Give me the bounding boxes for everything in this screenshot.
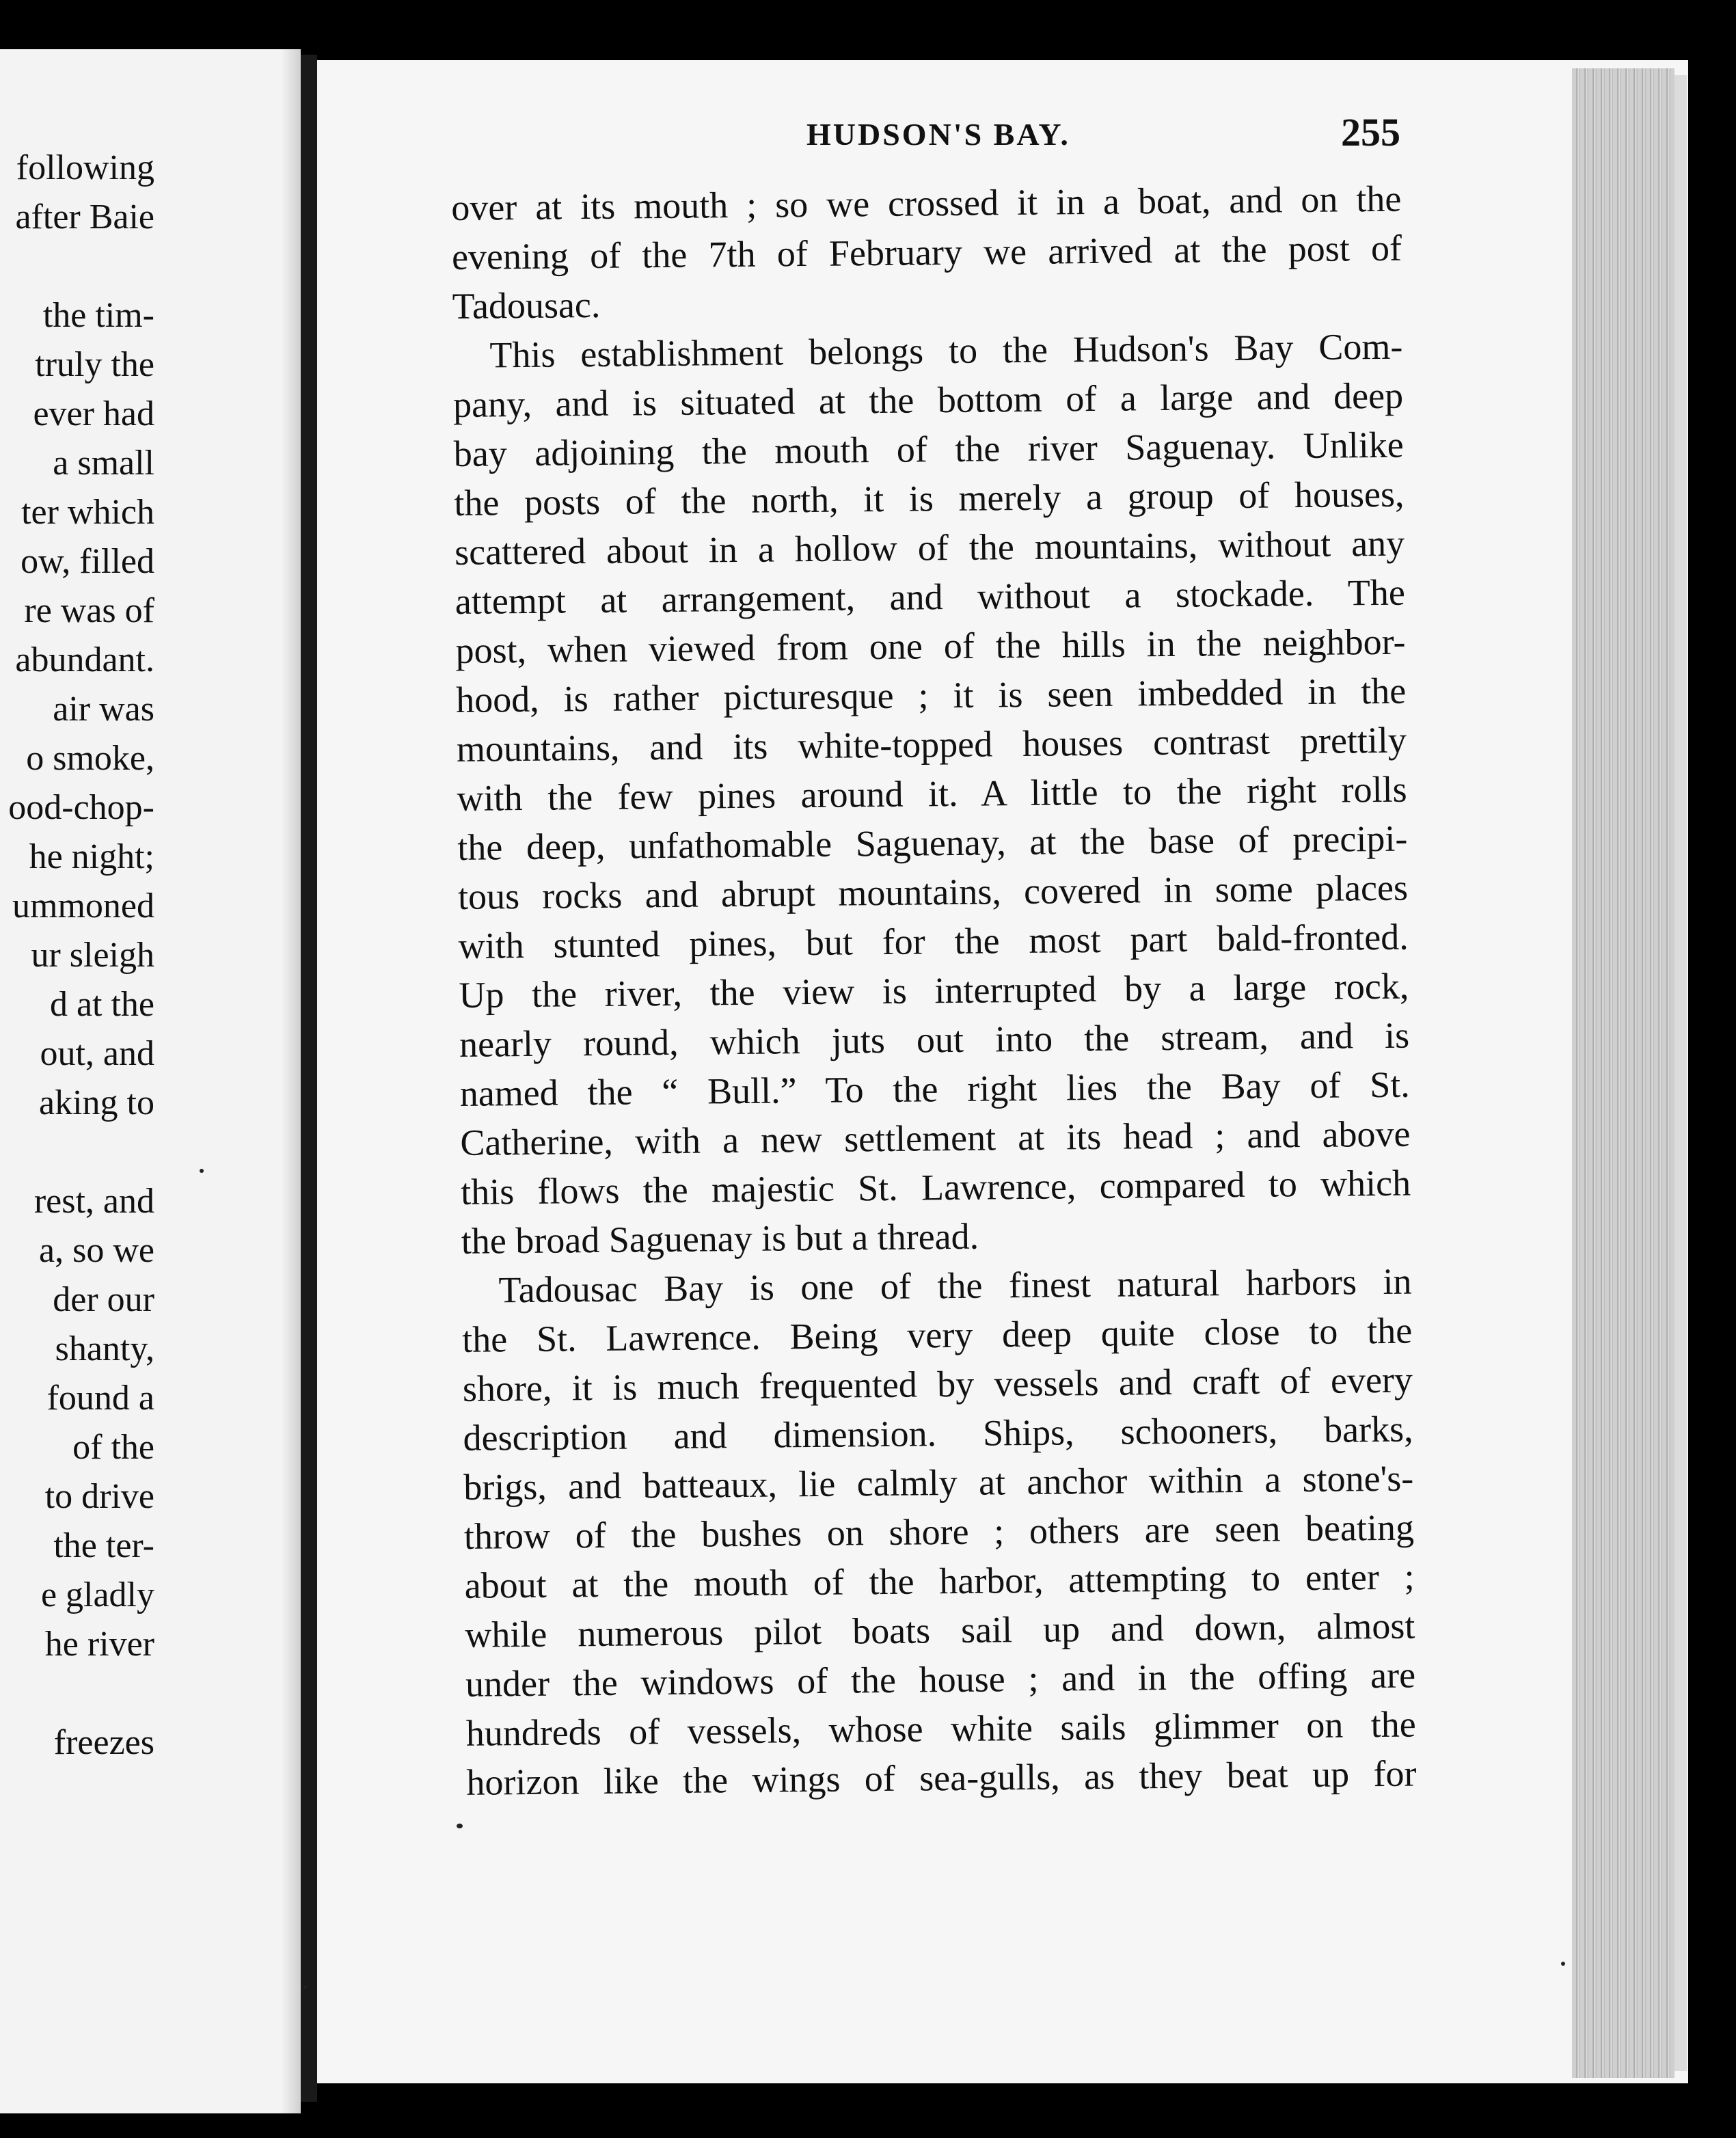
text-line: scattered about in a hollow of the mountains, without any [454, 522, 1405, 573]
text-line: attempt at arrangement, and without a stockade. The [455, 571, 1406, 622]
text-line: with the few pines around it. A little to the right rolls [457, 768, 1407, 819]
left-page-line: o smoke, [26, 739, 154, 778]
text-line: bay adjoining the mouth of the river Saguenay. Unlike [453, 424, 1405, 474]
left-page-line: air was [53, 690, 154, 729]
text-line: with stunted pines, but for the most part bald-fronted. [458, 916, 1409, 966]
text-line: the posts of the north, it is merely a group of houses, [454, 473, 1405, 524]
running-head: HUDSON'S BAY. [806, 117, 1070, 152]
text-line: Catherine, with a new settlement at its head ; and above [460, 1113, 1411, 1163]
ink-speck [457, 1824, 463, 1828]
left-page-line: a small [53, 444, 154, 483]
book-spine [301, 55, 317, 2102]
gutter-shadow [282, 49, 301, 2113]
left-page-line: after Baie [15, 198, 154, 236]
left-page-line: der our [53, 1280, 154, 1319]
page-edge-outer [1674, 75, 1687, 2071]
page-edges [1572, 68, 1674, 2078]
left-page-line: freezes [53, 1723, 154, 1762]
text-line: Tadousac Bay is one of the finest natural harbors in [498, 1260, 1412, 1311]
text-line: horizon like the wings of sea-gulls, as they beat up for [466, 1753, 1417, 1803]
text-line: This establishment belongs to the Hudson's Bay Com- [489, 325, 1403, 376]
page-number: 255 [1341, 110, 1400, 154]
left-page-line: out, and [40, 1034, 154, 1073]
text-line: tous rocks and abrupt mountains, covered in some places [457, 867, 1409, 917]
left-page-line: aking to [39, 1083, 154, 1122]
text-line: the deep, unfathomable Saguenay, at the base of precipi- [457, 817, 1408, 868]
left-page-line: the tim- [42, 296, 154, 335]
text-line: under the windows of the house ; and in the offing are [465, 1654, 1416, 1705]
text-line: Up the river, the view is interrupted by a large rock, [459, 965, 1409, 1016]
ink-speck [303, 1986, 307, 1989]
text-line: Tadousac. [452, 284, 601, 327]
text-line: description and dimension. Ships, schooners, barks, [463, 1408, 1413, 1459]
text-line: this flows the majestic St. Lawrence, compared to which [460, 1162, 1411, 1213]
left-page-line: re was of [24, 591, 154, 630]
text-line: the St. Lawrence. Being very deep quite close to the [461, 1310, 1413, 1360]
text-line: over at its mouth ; so we crossed it in a boat, and on the [451, 178, 1402, 228]
text-line: about at the mouth of the harbor, attempting to enter ; [464, 1556, 1415, 1606]
left-page-line: rest, and [33, 1182, 154, 1221]
text-line: while numerous pilot boats sail up and down, almost [465, 1605, 1415, 1655]
text-line: post, when viewed from one of the hills in the neighbor- [455, 621, 1406, 671]
left-page-line: a, so we [39, 1231, 154, 1270]
body-text [451, 174, 1417, 1807]
left-page-line: ever had [33, 394, 154, 433]
ink-speck [1561, 1962, 1565, 1966]
left-page-line: following [16, 148, 154, 187]
text-line: nearly round, which juts out into the stream, and is [459, 1014, 1410, 1065]
left-page-line: abundant. [15, 640, 154, 679]
text-line: hood, is rather picturesque ; it is seen imbedded in the [455, 670, 1407, 720]
text-line: shore, it is much frequented by vessels and craft of every [462, 1359, 1413, 1409]
text-line: named the “ Bull.” To the right lies the Bay of St. [459, 1064, 1411, 1114]
text-line: throw of the bushes on shore ; others are seen beating [463, 1506, 1415, 1557]
text-line: brigs, and batteaux, lie calmly at anchor within a stone's- [463, 1457, 1414, 1508]
left-page-line: ur sleigh [31, 936, 154, 975]
text-line: evening of the 7th of February we arrived at the post of [451, 227, 1402, 278]
left-page-line: he night; [29, 837, 154, 876]
left-page [0, 49, 301, 2113]
left-page-line: shanty, [55, 1329, 154, 1368]
left-page-line: ummoned [12, 887, 154, 925]
left-page-line: ter which [21, 493, 154, 532]
ink-speck [200, 1169, 204, 1173]
left-page-line: found a [46, 1379, 154, 1418]
text-line: mountains, and its white-topped houses contrast prettily [456, 719, 1407, 770]
left-page-line: ow, filled [21, 542, 154, 581]
left-page-line: e gladly [40, 1575, 154, 1614]
left-page-line: the ter- [53, 1526, 154, 1565]
text-line: pany, and is situated at the bottom of a large and deep [452, 375, 1404, 425]
text-line: the broad Saguenay is but a thread. [461, 1215, 979, 1262]
left-page-line: he river [44, 1625, 154, 1664]
left-page-line: ood-chop- [8, 788, 154, 827]
left-page-line: truly the [35, 345, 154, 384]
left-page-line: d at the [49, 985, 154, 1024]
text-line: hundreds of vessels, whose white sails glimmer on the [465, 1703, 1416, 1754]
left-page-line: to drive [44, 1477, 154, 1516]
left-page-line: of the [72, 1428, 154, 1467]
